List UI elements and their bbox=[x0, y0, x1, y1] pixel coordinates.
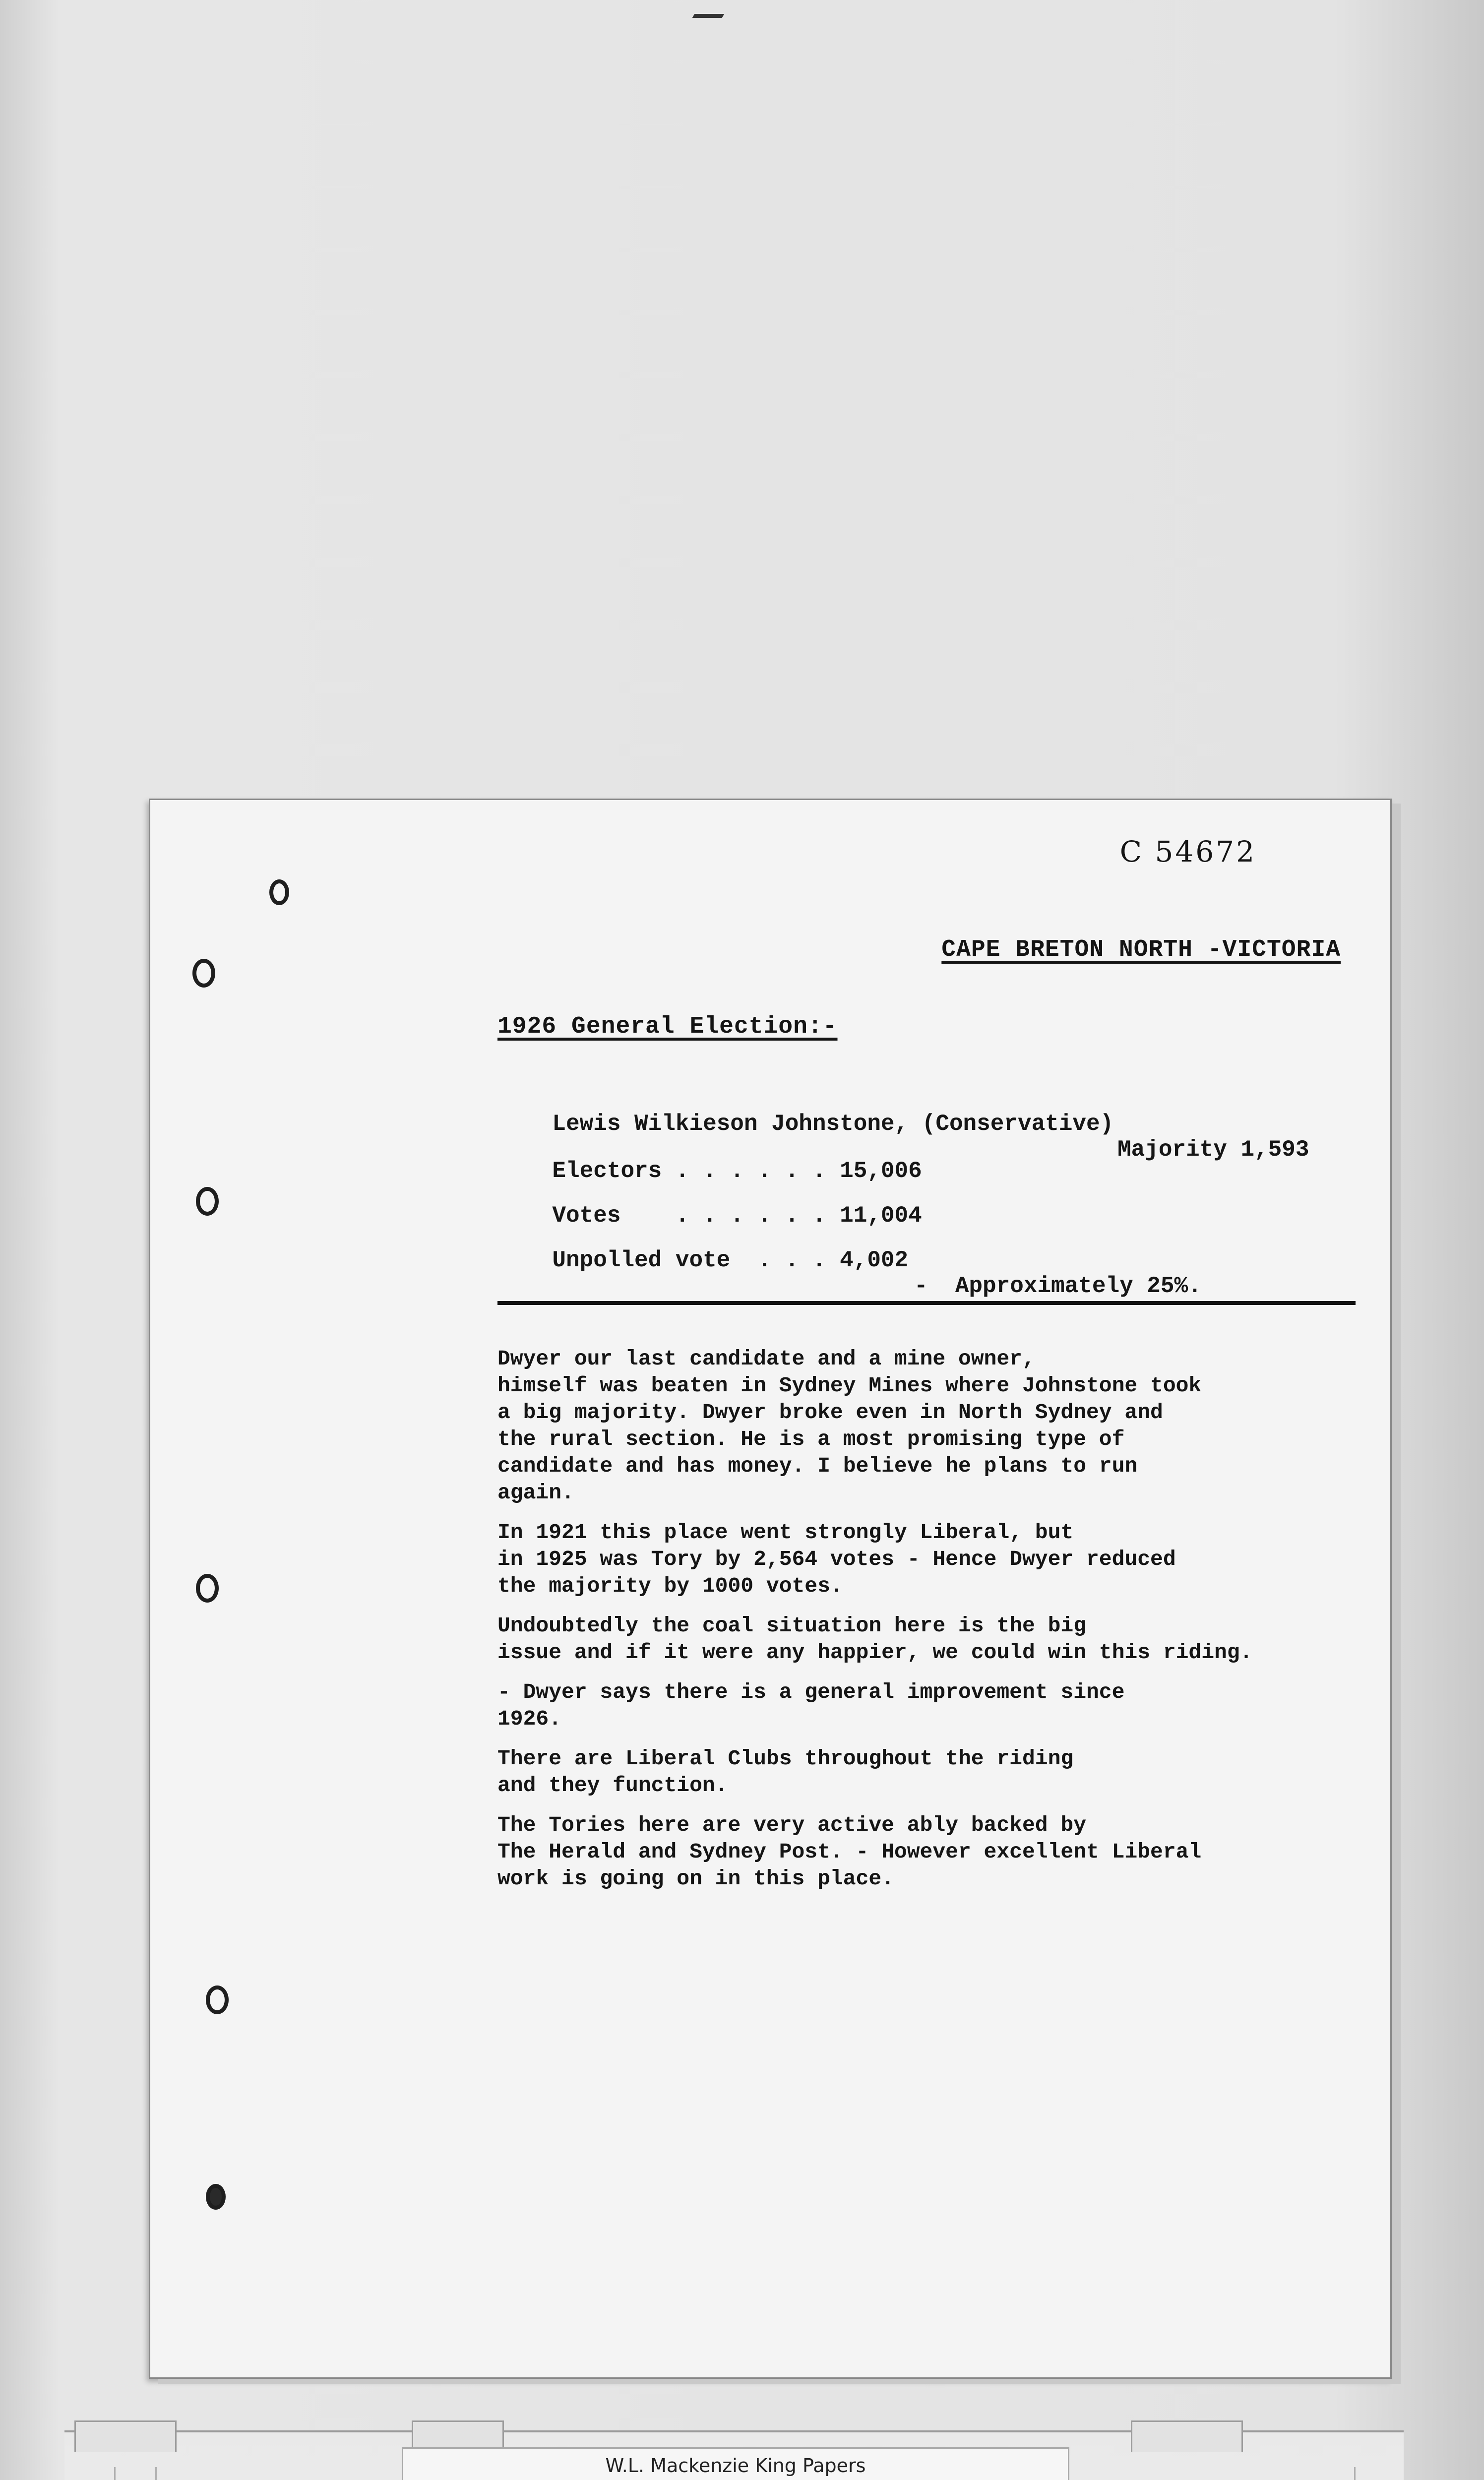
folder-tab bbox=[1131, 2420, 1243, 2452]
unpolled-note: - Approximately 25%. bbox=[914, 1273, 1202, 1299]
candidate-name: Lewis Wilkieson Johnstone, (Conservative) bbox=[552, 1111, 1114, 1137]
riding-title: CAPE BRETON NORTH -VICTORIA bbox=[941, 936, 1341, 963]
electors-value: Electors . . . . . . 15,006 bbox=[552, 1158, 922, 1184]
candidate-majority: Majority 1,593 bbox=[1117, 1137, 1309, 1163]
punch-hole bbox=[269, 879, 289, 905]
punch-hole bbox=[206, 1985, 229, 2014]
folder-edge bbox=[114, 2467, 157, 2480]
archive-folder bbox=[64, 2430, 1404, 2480]
collection-name: W.L. Mackenzie King Papers bbox=[605, 2455, 866, 2477]
section-heading: 1926 General Election:- bbox=[497, 1013, 838, 1040]
paragraph: In 1921 this place went strongly Liberal, but in 1925 was Tory by 2,564 votes - Hence Dwyer reduced the majority by 1000 votes. bbox=[497, 1520, 1176, 1598]
unpolled-value: Unpolled vote . . . 4,002 bbox=[552, 1247, 909, 1273]
punch-hole bbox=[196, 1187, 219, 1216]
punch-hole bbox=[192, 959, 215, 988]
collection-label bbox=[402, 2447, 1069, 2480]
paragraph: There are Liberal Clubs throughout the riding and they function. bbox=[497, 1746, 1074, 1798]
paragraph: Undoubtedly the coal situation here is the big issue and if it were any happier, we could win this riding. bbox=[497, 1613, 1253, 1665]
paragraph: Dwyer our last candidate and a mine owner, himself was beaten in Sydney Mines where Johnstone took a big majority. Dwyer broke even in North Sydney and the rural section. He is a most promising type of candidate and has money. I believe he plans to run again. bbox=[497, 1347, 1202, 1505]
paragraph: The Tories here are very active ably backed by The Herald and Sydney Post. - However excellent Liberal work is going on in this place. bbox=[497, 1813, 1202, 1891]
unpolled-row bbox=[497, 1222, 1202, 1325]
votes-value: Votes . . . . . . 11,004 bbox=[552, 1203, 922, 1229]
horizontal-rule bbox=[497, 1301, 1356, 1305]
memo-body bbox=[497, 1346, 1370, 1905]
paragraph: - Dwyer says there is a general improvement since 1926. bbox=[497, 1680, 1125, 1731]
folder-edge bbox=[1354, 2467, 1385, 2480]
punch-hole bbox=[206, 2184, 226, 2210]
film-mark bbox=[692, 14, 725, 18]
folder-tab bbox=[74, 2420, 177, 2452]
memo-page bbox=[149, 799, 1392, 2379]
punch-hole bbox=[196, 1574, 219, 1603]
reference-number: C 54672 bbox=[1119, 835, 1256, 868]
